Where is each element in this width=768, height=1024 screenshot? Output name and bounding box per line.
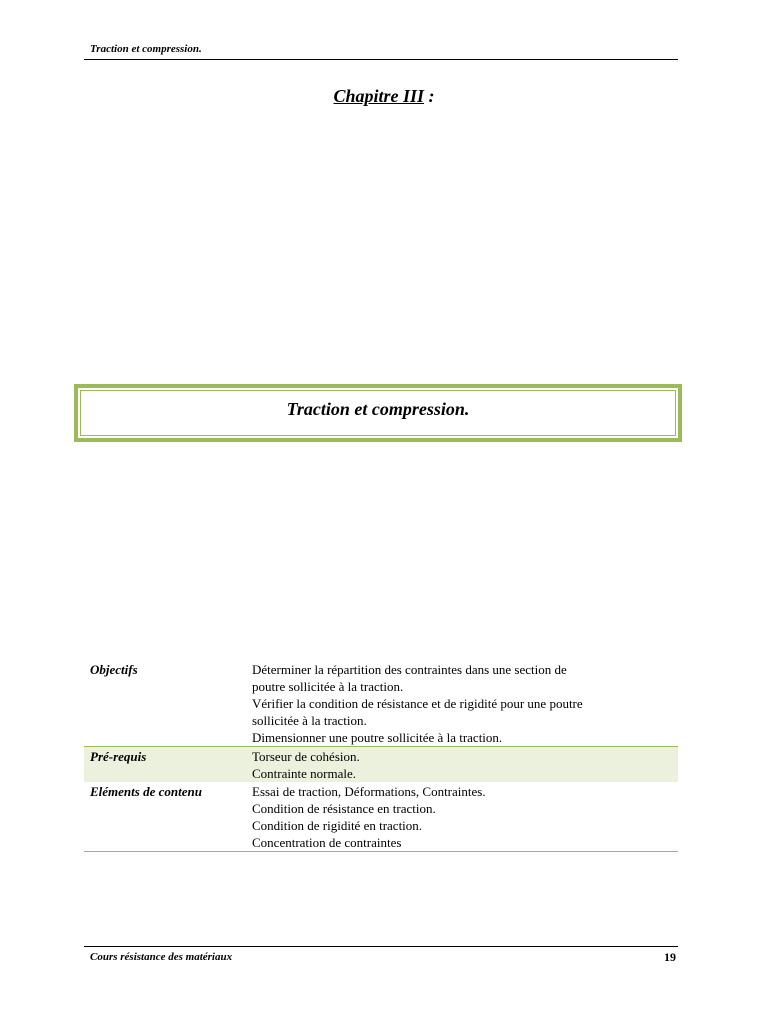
row-label: Pré-requis — [84, 747, 246, 783]
chapter-suffix: : — [424, 86, 435, 106]
row-value-line: Déterminer la répartition des contraintes dans une section de — [252, 662, 567, 677]
row-values — [246, 660, 678, 747]
row-label: Objectifs — [90, 662, 138, 677]
row-value-line: poutre sollicitée à la traction. — [252, 679, 404, 694]
row-value-line: Condition de rigidité en traction. — [252, 818, 423, 833]
row-label: Eléments de contenu — [84, 782, 246, 852]
header-rule — [84, 59, 678, 60]
row-value-line: Torseur de cohésion. — [252, 749, 360, 764]
table-row-prerequis — [84, 747, 678, 783]
objectives-table — [84, 660, 678, 852]
chapter-label: Chapitre III — [333, 86, 425, 106]
row-values — [246, 747, 678, 783]
section-title-frame-inner — [80, 390, 676, 436]
row-value-line: Concentration de contraintes — [252, 835, 402, 850]
footer-rule — [84, 946, 678, 947]
chapter-title — [0, 86, 768, 107]
row-value-line: Vérifier la condition de résistance et de rigidité pour une poutre — [252, 696, 583, 711]
running-header: Traction et compression. — [90, 43, 202, 55]
section-title-frame — [74, 384, 682, 442]
footer-course-title: Cours résistance des matériaux — [90, 951, 233, 963]
row-value-line: Condition de résistance en traction. — [252, 801, 436, 816]
table-row-objectifs — [84, 660, 678, 747]
row-value-line: Dimensionner une poutre sollicitée à la traction. — [252, 730, 503, 745]
row-value-line: Contrainte normale. — [252, 766, 356, 781]
row-values — [246, 782, 678, 852]
section-title: Traction et compression. — [286, 399, 470, 419]
table-row-elements-de-contenu — [84, 782, 678, 852]
row-value-line: sollicitée à la traction. — [252, 713, 367, 728]
page-number: 19 — [664, 950, 676, 964]
row-value-line: Essai de traction, Déformations, Contraintes. — [252, 784, 486, 799]
